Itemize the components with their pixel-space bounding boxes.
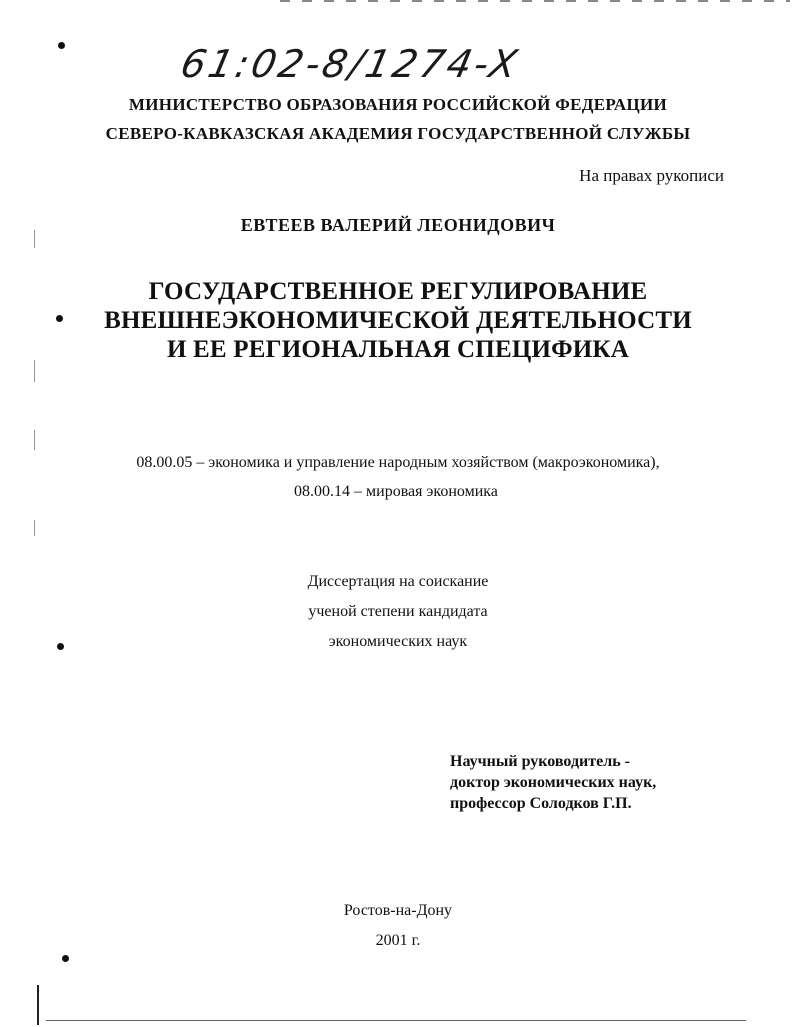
description-line: Диссертация на соискание xyxy=(307,573,489,590)
ministry-name: МИНИСТЕРСТВО ОБРАЗОВАНИЯ РОССИЙСКОЙ ФЕДЕРАЦИИ xyxy=(128,95,668,114)
manuscript-rights-note: На правах рукописи xyxy=(579,166,724,185)
dissertation-description xyxy=(0,567,796,657)
top-scan-edge xyxy=(280,0,790,2)
title-line: ВНЕШНЕЭКОНОМИЧЕСКОЙ ДЕЯТЕЛЬНОСТИ xyxy=(104,307,692,334)
dissertation-title xyxy=(0,277,796,364)
title-line: ГОСУДАРСТВЕННОЕ РЕГУЛИРОВАНИЕ xyxy=(148,278,648,305)
author-name: ЕВТЕЕВ ВАЛЕРИЙ ЛЕОНИДОВИЧ xyxy=(240,215,556,235)
description-line: экономических наук xyxy=(328,633,468,650)
advisor-line: Научный руководитель - xyxy=(450,753,630,770)
binding-edge-line xyxy=(37,985,39,1025)
specialty-line: 08.00.14 – мировая экономика xyxy=(294,483,498,500)
city: Ростов-на-Дону xyxy=(343,902,453,919)
year: 2001 г. xyxy=(375,932,421,949)
specialty-line: 08.00.05 – экономика и управление народным хозяйством (макроэкономика), xyxy=(136,454,660,471)
scientific-advisor xyxy=(450,751,656,814)
margin-mark xyxy=(34,430,35,450)
advisor-line: профессор Солодков Г.П. xyxy=(450,795,632,812)
margin-mark xyxy=(34,520,35,536)
punch-hole-mark xyxy=(62,955,69,962)
academy-name: СЕВЕРО-КАВКАЗСКАЯ АКАДЕМИЯ ГОСУДАРСТВЕННОЙ СЛУЖБЫ xyxy=(105,124,691,143)
imprint xyxy=(0,896,796,956)
bottom-scan-edge xyxy=(46,1020,746,1021)
description-line: ученой степени кандидата xyxy=(308,603,488,620)
advisor-line: доктор экономических наук, xyxy=(450,774,657,791)
handwritten-archive-code: 61:02-8/1274-X xyxy=(177,42,524,86)
punch-hole-mark xyxy=(58,42,65,49)
title-line: И ЕЕ РЕГИОНАЛЬНАЯ СПЕЦИФИКА xyxy=(166,336,630,363)
